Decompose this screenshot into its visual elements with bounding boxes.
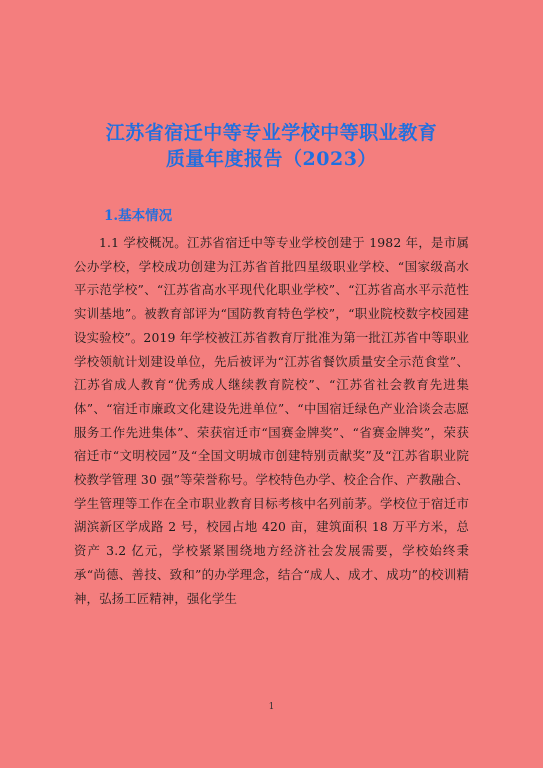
- page-number: 1: [268, 702, 275, 712]
- body-paragraph: 1.1 学校概况。江苏省宿迁中等专业学校创建于 1982 年，是市属公办学校，学校成功创建为江苏省首批四星级职业学校、“国家级高水平示范学校”、“江苏省高水平现代化职业学校”、“江苏省高水平示范性实训基地”。被教育部评为“国防教育特色学校”，“职业院校数字校园建设实验校”。2019 年学校被江苏省教育厅批准为第一批江苏省中等职业学校领航计划建设单位，先后被评为“江苏省餐饮质量安全示范食堂”、江苏省成人教育“优秀成人继续教育院校”、“江苏省社会教育先进集体”、“宿迁市廉政文化建设先进单位”、“中国宿迁绿色产业洽谈会志愿服务工作先进集体”、荣获宿迁市“国赛金牌奖”、“省赛金牌奖”，荣获宿迁市“文明校园”及“全国文明城市创建特别贡献奖”及“江苏省职业院校教学管理 30 强”等荣誉称号。学校特色办学、校企合作、产教融合、学生管理等工作在全市职业教育目标考核中名列前茅。学校位于宿迁市湖滨新区学成路 2 号，校园占地 420 亩，建筑面积 18 万平方米，总资产 3.2 亿元，学校紧紧围绕地方经济社会发展需要，学校始终秉承“尚德、善技、致和”的办学理念，结合“成人、成才、成功”的校训精神，弘扬工匠精神，强化学生: [74, 235, 469, 606]
- document-title-line-1: 江苏省宿迁中等专业学校中等职业教育: [105, 122, 438, 144]
- document-title-line-2: 质量年度报告（2023）: [166, 148, 377, 170]
- section-heading: 1.基本情况: [104, 208, 173, 224]
